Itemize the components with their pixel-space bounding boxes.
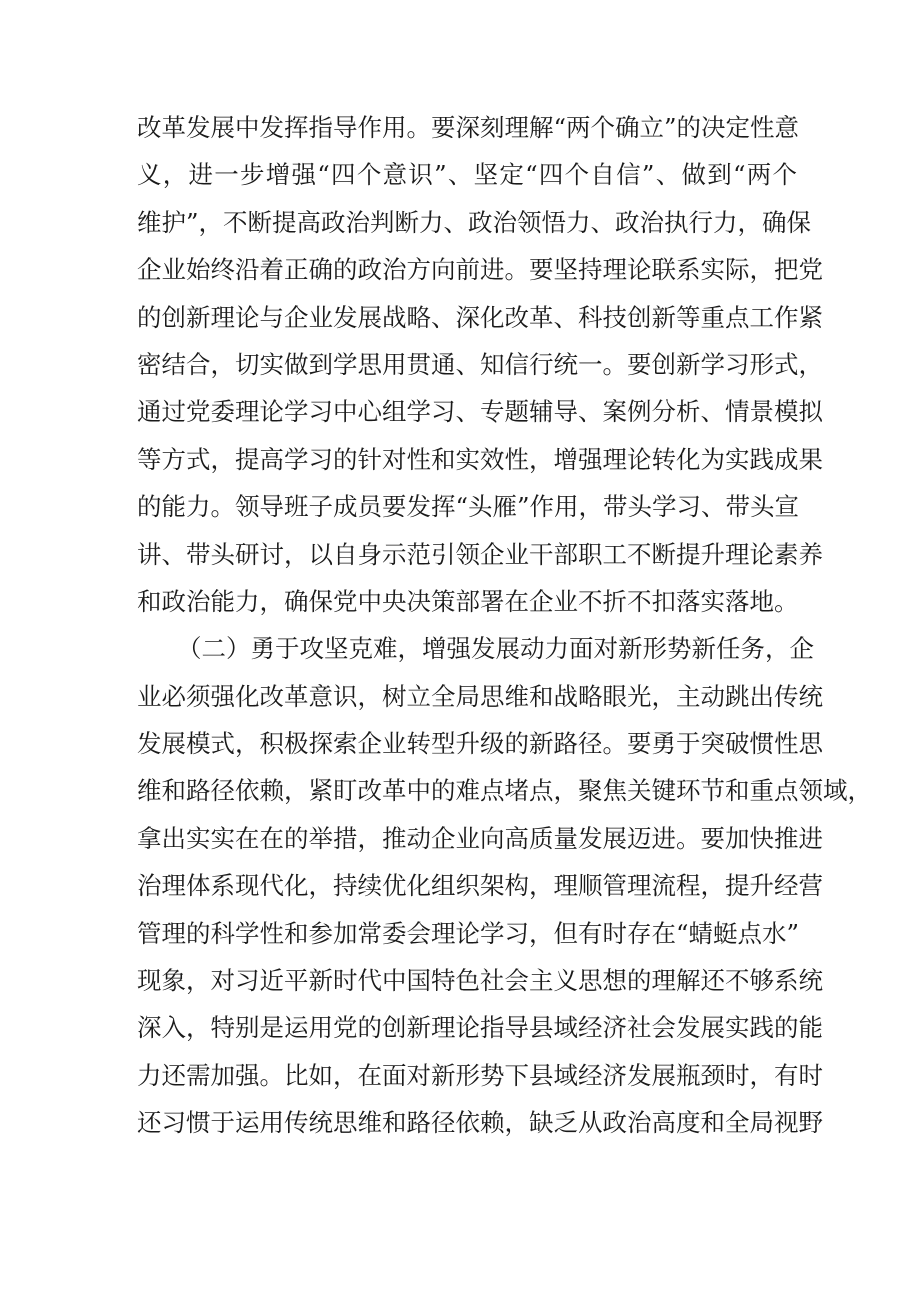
text-line: 力还需加强。比如，在面对新形势下县域经济发展瓶颈时，有时 bbox=[137, 1060, 823, 1090]
text-line: 讲、带头研讨，以自身示范引领企业干部职工不断提升理论素养 bbox=[137, 539, 823, 569]
text-line: 通过党委理论学习中心组学习、专题辅导、案例分析、情景模拟 bbox=[137, 397, 823, 427]
text-line: 还习惯于运用传统思维和路径依赖，缺乏从政治高度和全局视野 bbox=[137, 1108, 823, 1138]
section-heading-line: （二）勇于攻坚克难，增强发展动力面对新形势新任务，企 bbox=[177, 634, 814, 664]
text-line: 治理体系现代化，持续优化组织架构，理顺管理流程，提升经营 bbox=[137, 871, 823, 901]
text-line: 深入，特别是运用党的创新理论指导县域经济社会发展实践的能 bbox=[137, 1013, 823, 1043]
text-line: 密结合，切实做到学思用贯通、知信行统一。要创新学习形式， bbox=[137, 349, 823, 379]
text-line: 维和路径依赖，紧盯改革中的难点堵点，聚焦关键环节和重点领域， bbox=[137, 776, 872, 806]
text-line: 维护”，不断提高政治判断力、政治领悟力、政治执行力，确保 bbox=[137, 207, 812, 237]
text-line: 改革发展中发挥指导作用。要深刻理解“两个确立”的决定性意 bbox=[137, 113, 800, 142]
text-line: 管理的科学性和参加常委会理论学习，但有时存在“蜻蜓点水” bbox=[137, 918, 800, 948]
paragraph-end-line: 和政治能力，确保党中央决策部署在企业不折不扣落实落地。 bbox=[137, 586, 799, 616]
body-text bbox=[137, 104, 872, 1147]
text-line: 企业始终沿着正确的政治方向前进。要坚持理论联系实际，把党 bbox=[137, 255, 823, 285]
text-line: 发展模式，积极探索企业转型升级的新路径。要勇于突破惯性思 bbox=[137, 729, 823, 759]
text-line: 等方式，提高学习的针对性和实效性，增强理论转化为实践成果 bbox=[137, 444, 823, 474]
text-line: 业必须强化改革意识，树立全局思维和战略眼光，主动跳出传统 bbox=[137, 681, 823, 711]
text-line: 的能力。领导班子成员要发挥“头雁”作用，带头学习、带头宣 bbox=[137, 492, 800, 522]
text-line: 现象，对习近平新时代中国特色社会主义思想的理解还不够系统 bbox=[137, 966, 823, 996]
text-line: 的创新理论与企业发展战略、深化改革、科技创新等重点工作紧 bbox=[137, 302, 823, 332]
text-line: 拿出实实在在的举措，推动企业向高质量发展迈进。要加快推进 bbox=[137, 823, 823, 853]
text-line: 义，进一步增强“四个意识”、坚定“四个自信”、做到“两个 bbox=[137, 160, 797, 190]
